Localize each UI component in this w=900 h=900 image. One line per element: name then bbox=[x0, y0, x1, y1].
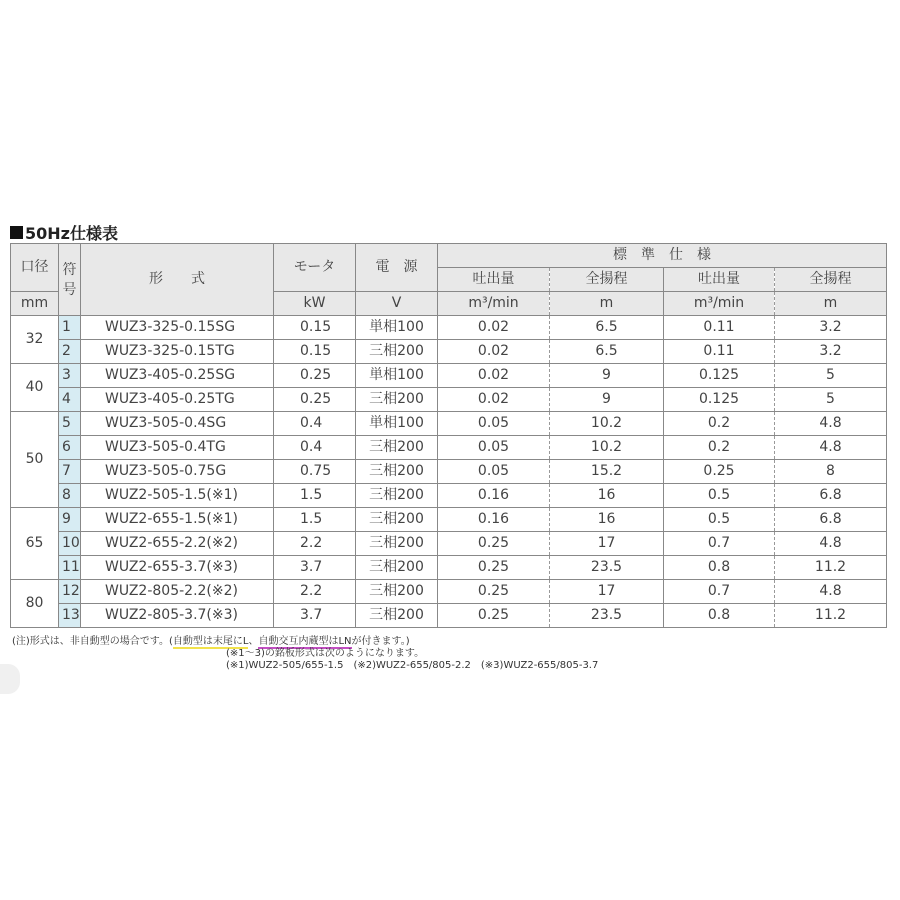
symbol-cell: 10 bbox=[59, 532, 81, 556]
discharge-cell: 0.25 bbox=[438, 580, 550, 604]
table-row bbox=[11, 460, 887, 484]
discharge-cell: 0.02 bbox=[438, 364, 550, 388]
footnote-text: が付きます。) bbox=[351, 636, 410, 647]
head-cell: 10.2 bbox=[550, 436, 664, 460]
header-head-1: 全揚程 bbox=[550, 268, 664, 292]
discharge-cell: 0.125 bbox=[664, 364, 775, 388]
symbol-cell: 1 bbox=[59, 316, 81, 340]
symbol-cell: 4 bbox=[59, 388, 81, 412]
head-cell: 11.2 bbox=[775, 556, 887, 580]
model-cell: WUZ3-325-0.15TG bbox=[81, 340, 274, 364]
model-cell: WUZ2-805-3.7(※3) bbox=[81, 604, 274, 628]
table-row bbox=[11, 508, 887, 532]
power-cell: 三相200 bbox=[356, 484, 438, 508]
motor-cell: 3.7 bbox=[274, 556, 356, 580]
table-row bbox=[11, 556, 887, 580]
head-cell: 17 bbox=[550, 532, 664, 556]
header-symbol: 符号 bbox=[59, 244, 81, 316]
symbol-cell: 2 bbox=[59, 340, 81, 364]
spec-table bbox=[10, 243, 887, 628]
footnote-highlight-alternating: 自動交互内蔵型はLN bbox=[258, 636, 352, 647]
motor-cell: 0.4 bbox=[274, 436, 356, 460]
model-cell: WUZ2-805-2.2(※2) bbox=[81, 580, 274, 604]
head-cell: 4.8 bbox=[775, 436, 887, 460]
table-row bbox=[11, 388, 887, 412]
footnotes bbox=[12, 636, 598, 672]
power-cell: 三相200 bbox=[356, 340, 438, 364]
model-cell: WUZ3-325-0.15SG bbox=[81, 316, 274, 340]
discharge-cell: 0.16 bbox=[438, 508, 550, 532]
discharge-cell: 0.5 bbox=[664, 508, 775, 532]
head-cell: 8 bbox=[775, 460, 887, 484]
power-cell: 三相200 bbox=[356, 604, 438, 628]
discharge-cell: 0.8 bbox=[664, 604, 775, 628]
header-discharge-2: 吐出量 bbox=[664, 268, 775, 292]
footnote-line-1 bbox=[12, 636, 598, 648]
symbol-cell: 11 bbox=[59, 556, 81, 580]
power-cell: 三相200 bbox=[356, 508, 438, 532]
motor-cell: 0.25 bbox=[274, 364, 356, 388]
model-cell: WUZ2-655-3.7(※3) bbox=[81, 556, 274, 580]
discharge-cell: 0.02 bbox=[438, 316, 550, 340]
head-cell: 9 bbox=[550, 388, 664, 412]
head-cell: 17 bbox=[550, 580, 664, 604]
power-cell: 三相200 bbox=[356, 436, 438, 460]
bore-cell: 80 bbox=[11, 580, 59, 628]
power-cell: 三相200 bbox=[356, 532, 438, 556]
model-cell: WUZ2-655-1.5(※1) bbox=[81, 508, 274, 532]
table-row bbox=[11, 532, 887, 556]
discharge-cell: 0.11 bbox=[664, 340, 775, 364]
table-title bbox=[10, 221, 118, 244]
unit-bore: mm bbox=[11, 292, 59, 316]
model-cell: WUZ2-505-1.5(※1) bbox=[81, 484, 274, 508]
symbol-cell: 12 bbox=[59, 580, 81, 604]
bore-cell: 40 bbox=[11, 364, 59, 412]
footnote-highlight-auto: 自動型は末尾にL bbox=[172, 636, 249, 647]
title-square-icon bbox=[10, 226, 23, 239]
motor-cell: 3.7 bbox=[274, 604, 356, 628]
discharge-cell: 0.16 bbox=[438, 484, 550, 508]
discharge-cell: 0.02 bbox=[438, 388, 550, 412]
table-row bbox=[11, 364, 887, 388]
model-cell: WUZ3-505-0.75G bbox=[81, 460, 274, 484]
motor-cell: 1.5 bbox=[274, 508, 356, 532]
power-cell: 三相200 bbox=[356, 460, 438, 484]
footnote-text: 、 bbox=[248, 636, 259, 647]
motor-cell: 2.2 bbox=[274, 532, 356, 556]
head-cell: 5 bbox=[775, 364, 887, 388]
bore-cell: 65 bbox=[11, 508, 59, 580]
discharge-cell: 0.25 bbox=[664, 460, 775, 484]
head-cell: 3.2 bbox=[775, 316, 887, 340]
header-head-2: 全揚程 bbox=[775, 268, 887, 292]
table-row bbox=[11, 580, 887, 604]
head-cell: 16 bbox=[550, 508, 664, 532]
discharge-cell: 0.5 bbox=[664, 484, 775, 508]
model-cell: WUZ3-505-0.4SG bbox=[81, 412, 274, 436]
power-cell: 三相200 bbox=[356, 388, 438, 412]
discharge-cell: 0.05 bbox=[438, 436, 550, 460]
power-cell: 単相100 bbox=[356, 316, 438, 340]
motor-cell: 1.5 bbox=[274, 484, 356, 508]
symbol-cell: 5 bbox=[59, 412, 81, 436]
head-cell: 23.5 bbox=[550, 556, 664, 580]
head-cell: 6.8 bbox=[775, 508, 887, 532]
symbol-cell: 7 bbox=[59, 460, 81, 484]
motor-cell: 0.15 bbox=[274, 316, 356, 340]
head-cell: 11.2 bbox=[775, 604, 887, 628]
table-title-text: 50Hz仕様表 bbox=[25, 224, 118, 243]
power-cell: 単相100 bbox=[356, 412, 438, 436]
head-cell: 4.8 bbox=[775, 412, 887, 436]
model-cell: WUZ2-655-2.2(※2) bbox=[81, 532, 274, 556]
table-row bbox=[11, 436, 887, 460]
discharge-cell: 0.05 bbox=[438, 412, 550, 436]
motor-cell: 2.2 bbox=[274, 580, 356, 604]
head-cell: 4.8 bbox=[775, 532, 887, 556]
discharge-cell: 0.02 bbox=[438, 340, 550, 364]
table-row bbox=[11, 484, 887, 508]
motor-cell: 0.25 bbox=[274, 388, 356, 412]
symbol-cell: 6 bbox=[59, 436, 81, 460]
discharge-cell: 0.2 bbox=[664, 412, 775, 436]
discharge-cell: 0.25 bbox=[438, 604, 550, 628]
head-cell: 16 bbox=[550, 484, 664, 508]
discharge-cell: 0.05 bbox=[438, 460, 550, 484]
discharge-cell: 0.25 bbox=[438, 532, 550, 556]
header-bore: 口径 bbox=[11, 244, 59, 292]
unit-discharge-2: m³/min bbox=[664, 292, 775, 316]
unit-motor: kW bbox=[274, 292, 356, 316]
edge-decoration bbox=[0, 664, 20, 694]
header-model: 形 式 bbox=[81, 244, 274, 316]
header-power: 電 源 bbox=[356, 244, 438, 292]
table-row bbox=[11, 412, 887, 436]
head-cell: 23.5 bbox=[550, 604, 664, 628]
footnote-text: (注)形式は、非自動型の場合です。( bbox=[12, 636, 173, 647]
model-cell: WUZ3-505-0.4TG bbox=[81, 436, 274, 460]
head-cell: 9 bbox=[550, 364, 664, 388]
power-cell: 三相200 bbox=[356, 556, 438, 580]
header-motor: モータ bbox=[274, 244, 356, 292]
header-discharge-1: 吐出量 bbox=[438, 268, 550, 292]
unit-head-2: m bbox=[775, 292, 887, 316]
discharge-cell: 0.2 bbox=[664, 436, 775, 460]
bore-cell: 32 bbox=[11, 316, 59, 364]
head-cell: 10.2 bbox=[550, 412, 664, 436]
motor-cell: 0.4 bbox=[274, 412, 356, 436]
head-cell: 6.5 bbox=[550, 340, 664, 364]
power-cell: 三相200 bbox=[356, 580, 438, 604]
discharge-cell: 0.8 bbox=[664, 556, 775, 580]
power-cell: 単相100 bbox=[356, 364, 438, 388]
head-cell: 6.8 bbox=[775, 484, 887, 508]
symbol-cell: 3 bbox=[59, 364, 81, 388]
head-cell: 15.2 bbox=[550, 460, 664, 484]
symbol-cell: 13 bbox=[59, 604, 81, 628]
symbol-cell: 8 bbox=[59, 484, 81, 508]
discharge-cell: 0.7 bbox=[664, 580, 775, 604]
footnote-line-3: (※1)WUZ2-505/655-1.5 (※2)WUZ2-655/805-2.2 (※3)WUZ2-655/805-3.7 bbox=[226, 660, 599, 671]
head-cell: 3.2 bbox=[775, 340, 887, 364]
unit-power: V bbox=[356, 292, 438, 316]
motor-cell: 0.75 bbox=[274, 460, 356, 484]
header-standard-spec: 標 準 仕 様 bbox=[438, 244, 887, 268]
model-cell: WUZ3-405-0.25SG bbox=[81, 364, 274, 388]
discharge-cell: 0.7 bbox=[664, 532, 775, 556]
head-cell: 6.5 bbox=[550, 316, 664, 340]
symbol-cell: 9 bbox=[59, 508, 81, 532]
discharge-cell: 0.125 bbox=[664, 388, 775, 412]
discharge-cell: 0.11 bbox=[664, 316, 775, 340]
table-row bbox=[11, 604, 887, 628]
unit-head-1: m bbox=[550, 292, 664, 316]
table-row bbox=[11, 340, 887, 364]
discharge-cell: 0.25 bbox=[438, 556, 550, 580]
bore-cell: 50 bbox=[11, 412, 59, 508]
head-cell: 4.8 bbox=[775, 580, 887, 604]
footnote-line-2: (※1〜3)の銘板形式は次のようになります。 bbox=[226, 648, 425, 659]
unit-discharge-1: m³/min bbox=[438, 292, 550, 316]
table-row bbox=[11, 316, 887, 340]
head-cell: 5 bbox=[775, 388, 887, 412]
motor-cell: 0.15 bbox=[274, 340, 356, 364]
model-cell: WUZ3-405-0.25TG bbox=[81, 388, 274, 412]
